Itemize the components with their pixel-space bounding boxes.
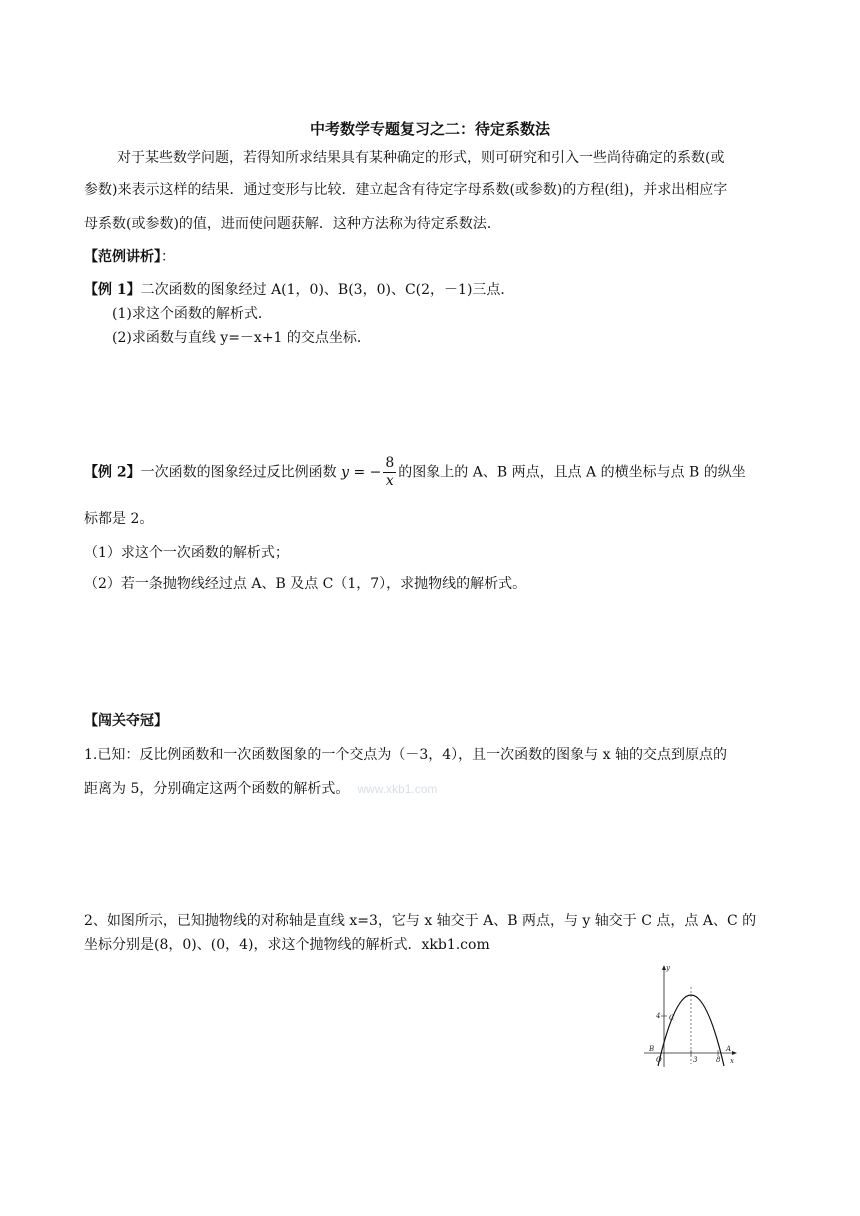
tick-label-3: 3: [693, 1056, 698, 1064]
intro-line-3: 母系数(或参数)的值，进而使问题获解．这种方法称为待定系数法．: [84, 216, 501, 232]
tick-label-4: 4: [656, 1012, 661, 1020]
example-2-question-1: （1）求这个一次函数的解析式；: [84, 545, 289, 561]
point-b-label: B: [649, 1045, 655, 1053]
example-2-fraction: [383, 455, 396, 490]
example-1-question-1: (1)求这个函数的解析式．: [112, 306, 272, 322]
origin-label: O: [656, 1056, 662, 1064]
point-a-label: A: [726, 1045, 732, 1053]
section-heading-examples: [84, 246, 175, 266]
example-1-text: 二次函数的图象经过 A(1，0)、B(3，0)、C(2，－1)三点．: [140, 282, 515, 298]
example-2-fraction-numerator: 8: [385, 455, 395, 471]
section-heading-examples-suffix: ：: [161, 249, 175, 265]
example-2-formula-y: y: [341, 464, 349, 481]
section-heading-examples-text: 【范例讲析】: [84, 249, 161, 265]
example-2-formula-eq: = −: [349, 464, 382, 481]
watermark: www.xkb1.com: [357, 782, 438, 796]
problem-1-line-1: 1.已知：反比例函数和一次函数图象的一个交点为（－3，4），且一次函数的图象与 x 轴的交点到原点的: [84, 747, 727, 763]
problem-2-line-2: 坐标分别是(8，0)、(0，4)，求这个抛物线的解析式．xkb1.com: [84, 937, 490, 953]
intro-line-1: 对于某些数学问题，若得知所求结果具有某种确定的形式，则可研究和引入一些尚待确定的系数(或: [117, 150, 725, 166]
example-2-label: 【例 2】: [84, 464, 141, 481]
example-1: [84, 279, 514, 299]
example-2-fraction-denominator: x: [385, 473, 394, 489]
page-title: 中考数学专题复习之二：待定系数法: [309, 120, 550, 138]
example-1-question-2: (2)求函数与直线 y=－x+1 的交点坐标．: [112, 330, 371, 346]
example-2-text-after: 的图象上的 A、B 两点，且点 A 的横坐标与点 B 的纵坐: [398, 464, 746, 481]
tick-label-8: 8: [716, 1056, 721, 1064]
problem-2-line-1: 2、如图所示，已知抛物线的对称轴是直线 x=3，它与 x 轴交于 A、B 两点，与 y 轴交于 C 点，点 A、C 的: [84, 913, 757, 929]
example-2: [84, 455, 746, 490]
example-1-label: 【例 1】: [84, 282, 141, 298]
problem-1-line-2: [84, 778, 437, 798]
point-c-label: C: [669, 1014, 675, 1022]
intro-line-2: 参数)来表示这样的结果．通过变形与比较．建立起含有待定字母系数(或参数)的方程(组)，并求出相应字: [84, 182, 728, 198]
section-heading-challenge: 【闯关夺冠】: [84, 713, 168, 729]
example-2-text-before: 一次函数的图象经过反比例函数: [140, 464, 337, 481]
example-2-question-2: （2）若一条抛物线经过点 A、B 及点 C（1，7），求抛物线的解析式。: [84, 576, 527, 592]
y-axis-label: y: [666, 964, 670, 972]
parabola-figure: [640, 962, 740, 1070]
problem-1-line-2-text: 距离为 5，分别确定这两个函数的解析式。: [84, 781, 350, 797]
x-axis-arrow: [732, 1051, 737, 1055]
example-2-line-2: 标都是 2。: [84, 511, 154, 527]
x-axis-label: x: [730, 1057, 734, 1065]
